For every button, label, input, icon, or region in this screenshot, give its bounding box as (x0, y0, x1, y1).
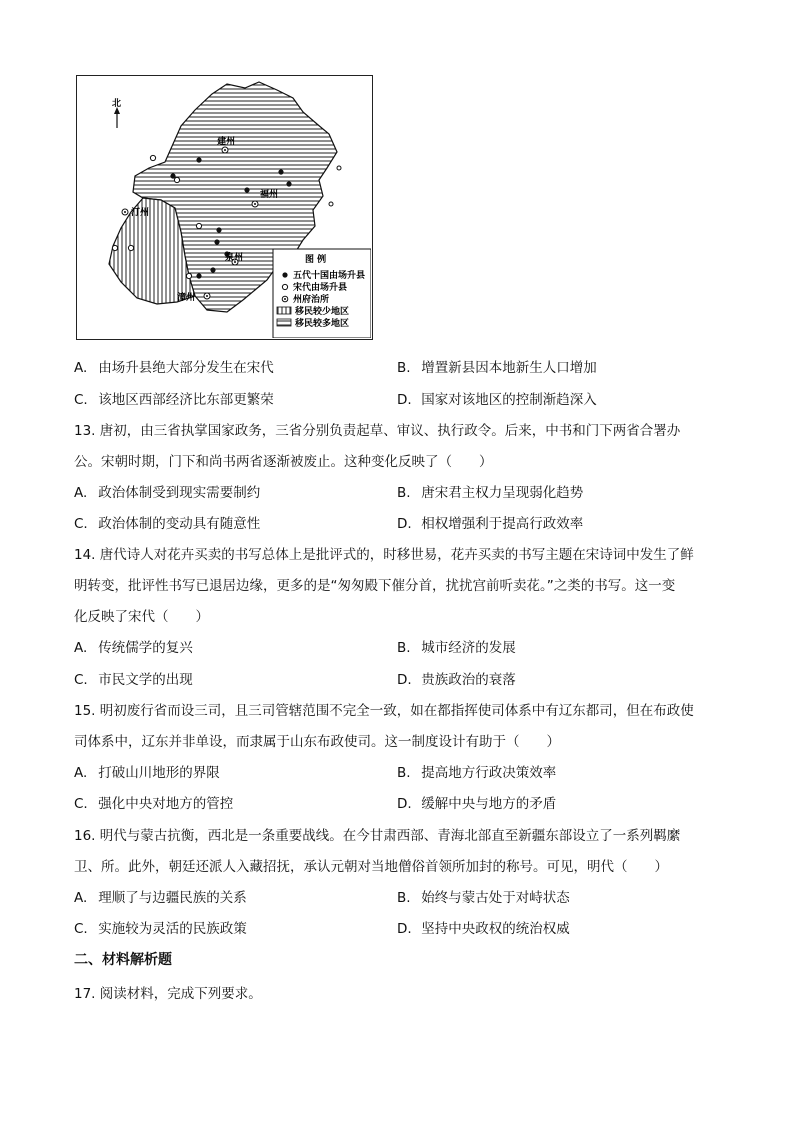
q14-stem-line3: 化反映了宋代（ ） (74, 609, 209, 625)
q16-option-c[interactable]: C. 实施较为灵活的民族政策 (74, 921, 247, 937)
q13-option-a[interactable]: A. 政治体制受到现实需要制约 (74, 485, 261, 501)
legend-item-3: 州府治所 (293, 295, 330, 305)
q13-stem-line2: 公。宋朝时期，门下和尚书两省逐渐被废止。这种变化反映了（ ） (74, 454, 493, 470)
section-heading: 二、材料解析题 (74, 952, 172, 968)
q16-stem-line2: 卫、所。此外，朝廷还派人入藏招抚，承认元朝对当地僧俗首领所加封的称号。可见，明代（ ） (74, 859, 668, 875)
q16-stem-line1: 16. 明代与蒙古抗衡，西北是一条重要战线。在今甘肃西部、青海北部直至新疆东部设立了一系列羁縻 (74, 828, 681, 844)
q12-option-c[interactable]: C. 该地区西部经济比东部更繁荣 (74, 392, 274, 408)
q13-option-b[interactable]: B. 唐宋君主权力呈现弱化趋势 (397, 485, 584, 501)
q14-option-c[interactable]: C. 市民文学的出现 (74, 672, 193, 688)
q13-option-c[interactable]: C. 政治体制的变动具有随意性 (74, 516, 261, 532)
q17-stem: 17. 阅读材料，完成下列要求。 (74, 986, 262, 1002)
q14-option-d[interactable]: D. 贵族政治的衰落 (397, 672, 516, 688)
filled-dot-icon (282, 272, 287, 277)
vertical-hatch-icon (277, 307, 291, 314)
legend-item-1: 五代十国由场升县 (293, 271, 366, 281)
q16-option-d[interactable]: D. 坚持中央政权的统治权威 (397, 921, 570, 937)
legend-item-2: 宋代由场升县 (293, 283, 348, 293)
q12-option-b[interactable]: B. 增置新县因本地新生人口增加 (397, 360, 597, 376)
hollow-dot-icon (282, 284, 287, 289)
horizontal-hatch-icon (277, 319, 291, 326)
q12-option-d[interactable]: D. 国家对该地区的控制渐趋深入 (397, 392, 597, 408)
q15-option-c[interactable]: C. 强化中央对地方的管控 (74, 796, 234, 812)
legend-item-4: 移民较少地区 (295, 307, 350, 317)
q12-option-a[interactable]: A. 由场升县绝大部分发生在宋代 (74, 360, 274, 376)
q14-stem-line1: 14. 唐代诗人对花卉买卖的书写总体上是批评式的，时移世易，花卉买卖的书写主题在宋诗词中发生了鲜 (74, 547, 694, 563)
north-label: 北 (112, 99, 122, 109)
q15-option-a[interactable]: A. 打破山川地形的界限 (74, 765, 220, 781)
q15-stem-line2: 司体系中，辽东并非单设，而隶属于山东布政使司。这一制度设计有助于（ ） (74, 734, 560, 750)
place-tingzhou: 汀州 (131, 208, 150, 218)
fujian-migration-map (77, 76, 371, 338)
q13-option-d[interactable]: D. 相权增强利于提高行政效率 (397, 516, 584, 532)
place-fuzhou: 福州 (260, 190, 279, 200)
q16-option-a[interactable]: A. 理顺了与边疆民族的关系 (74, 890, 247, 906)
q16-option-b[interactable]: B. 始终与蒙古处于对峙状态 (397, 890, 570, 906)
q15-option-b[interactable]: B. 提高地方行政决策效率 (397, 765, 557, 781)
place-zhangzhou: 漳州 (177, 293, 196, 303)
map-figure (76, 75, 373, 340)
q13-stem-line1: 13. 唐初，由三省执掌国家政务，三省分别负责起草、审议、执行政令。后来，中书和门下两省合署办 (74, 423, 681, 439)
north-arrow-icon (114, 107, 120, 128)
legend-title: 图 例 (305, 255, 327, 265)
q15-option-d[interactable]: D. 缓解中央与地方的矛盾 (397, 796, 557, 812)
q14-option-b[interactable]: B. 城市经济的发展 (397, 640, 516, 656)
place-quanzhou: 泉州 (225, 253, 244, 263)
legend-item-5: 移民较多地区 (295, 319, 350, 329)
q15-stem-line1: 15. 明初废行省而设三司，且三司管辖范围不完全一致，如在都指挥使司体系中有辽东都司，但在布政使 (74, 703, 694, 719)
place-jianzhou: 建州 (217, 137, 236, 147)
q14-stem-line2: 明转变，批评性书写已退居边缘，更多的是“匆匆殿下催分首，扰扰宫前听卖花。”之类的书写。这一变 (74, 578, 676, 594)
q14-option-a[interactable]: A. 传统儒学的复兴 (74, 640, 193, 656)
